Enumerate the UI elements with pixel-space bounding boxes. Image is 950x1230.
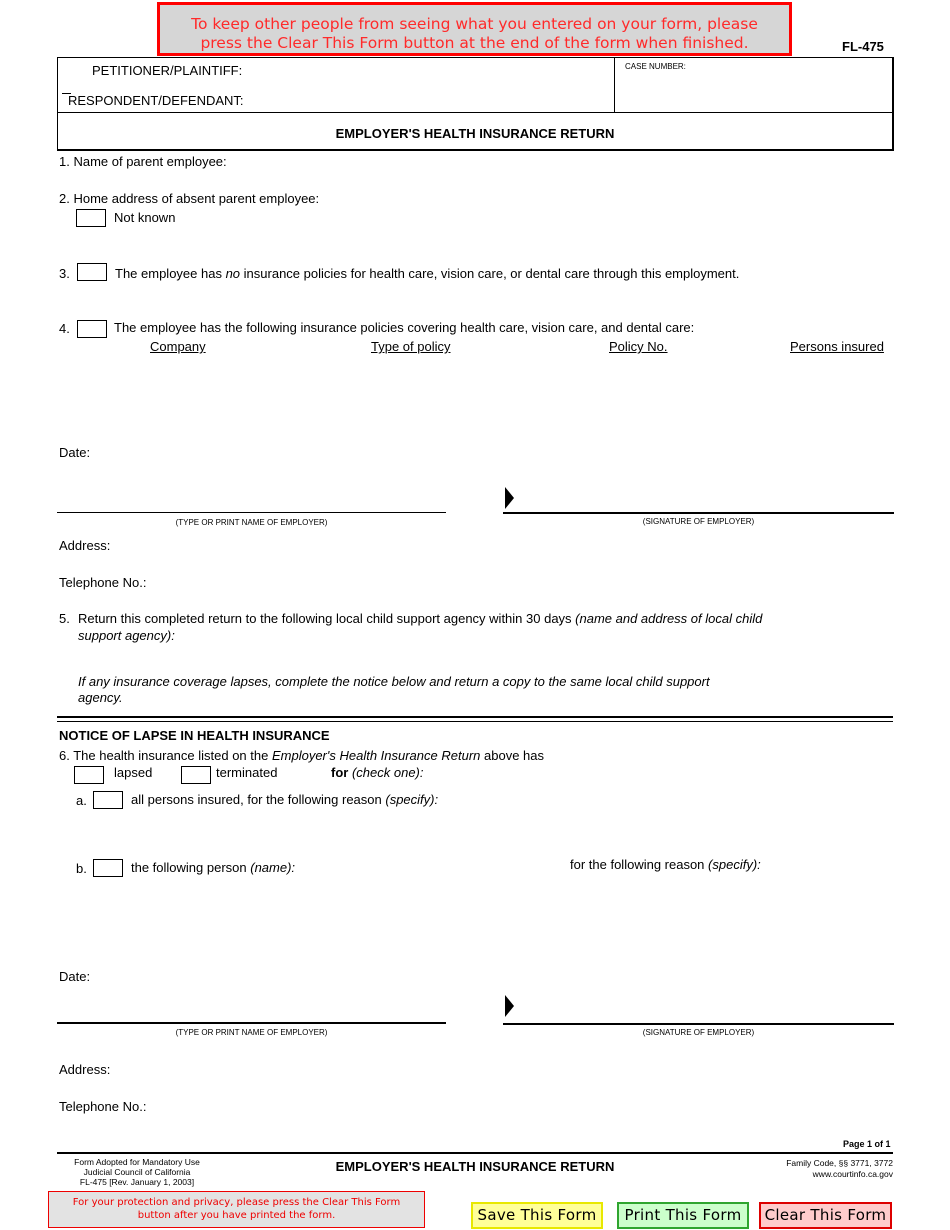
banner-line-1: To keep other people from seeing what you entered on your form, please [191,15,758,33]
save-button[interactable]: Save This Form [471,1202,603,1229]
footer-right [700,1158,893,1180]
privacy-banner [157,2,792,56]
item2-label: 2. Home address of absent parent employee: [59,191,320,206]
privacy-notice [48,1191,425,1228]
signature-caption-1: (SIGNATURE OF EMPLOYER) [642,517,755,526]
form-title: EMPLOYER'S HEALTH INSURANCE RETURN [335,126,615,141]
lapsed-label: lapsed [114,765,153,780]
employer-name-line-2 [57,1022,446,1024]
address-label-2: Address: [59,1062,111,1077]
column-persons-insured: Persons insured [790,339,884,354]
item5-number: 5. [59,611,70,626]
telephone-field-2[interactable] [160,1097,460,1115]
clear-button[interactable]: Clear This Form [759,1202,892,1229]
address-label-1: Address: [59,538,111,553]
form-number: FL-475 [842,39,884,54]
option-a-text-italic: (specify): [385,792,439,807]
option-a-text [131,792,438,807]
signature-arrow-icon-1 [505,487,514,509]
telephone-label-1: Telephone No.: [59,575,147,590]
address-field-1[interactable] [120,536,885,554]
employer-name-caption-1: (TYPE OR PRINT NAME OF EMPLOYER) [175,518,328,527]
notice-heading: NOTICE OF LAPSE IN HEALTH INSURANCE [59,728,330,743]
item3-text-post: insurance policies for health care, vision care, or dental care through this employment. [240,266,740,281]
item6-text-italic: Employer's Health Insurance Return [271,748,481,763]
lapse-note-1: If any insurance coverage lapses, complete the notice below and return a copy to the same local child support [78,674,710,689]
footer-left-line-2: Judicial Council of California [83,1167,191,1177]
all-persons-checkbox[interactable] [93,791,123,809]
footer-rule [57,1152,893,1154]
option-b-reason-plain: for the following reason [570,857,709,872]
item5-text-plain: Return this completed return to the following local child support agency within 30 days [78,611,576,626]
item5-text-italic-a: (name and address of local child [575,611,763,626]
petitioner-label: PETITIONER/PLAINTIFF: [92,63,243,78]
notice-divider-bottom [57,721,893,722]
item4-number: 4. [59,321,70,336]
signature-caption-2: (SIGNATURE OF EMPLOYER) [642,1028,755,1037]
item4-text: The employee has the following insurance policies covering health care, vision care, and dental care: [114,320,695,335]
footer-title: EMPLOYER'S HEALTH INSURANCE RETURN [335,1159,615,1174]
option-a-text-plain: all persons insured, for the following reason [131,792,386,807]
case-number-divider [614,57,615,112]
notice-divider-top [57,716,893,718]
not-known-checkbox[interactable] [76,209,106,227]
telephone-field-1[interactable] [160,573,460,591]
item5-text [78,611,762,626]
date-field-2[interactable] [95,967,295,985]
case-number-field[interactable] [620,75,888,105]
all-persons-reason-field[interactable] [465,790,885,835]
option-b-text [131,860,295,875]
petitioner-field[interactable] [240,60,610,78]
footer-left-line-1: Form Adopted for Mandatory Use [74,1157,200,1167]
agency-field[interactable] [190,628,885,668]
respondent-field[interactable] [240,90,610,108]
option-b-text-italic: (name): [250,860,296,875]
case-number-label: CASE NUMBER: [625,62,686,71]
lapsed-checkbox[interactable] [74,766,104,784]
employer-name-line-1 [57,512,446,513]
footer-left-line-3: FL-475 [Rev. January 1, 2003] [79,1177,195,1187]
date-label-2: Date: [59,969,91,984]
item5-text-line2: support agency): [78,628,175,643]
no-insurance-checkbox[interactable] [77,263,107,281]
banner-line-2: press the Clear This Form button at the end of the form when finished. [200,34,749,52]
column-company: Company [150,339,206,354]
item3-text [115,266,739,281]
column-policy-no: Policy No. [609,339,668,354]
parent-employee-name-field[interactable] [245,152,885,170]
date-label-1: Date: [59,445,91,460]
telephone-label-2: Telephone No.: [59,1099,147,1114]
following-person-checkbox[interactable] [93,859,123,877]
column-type-of-policy: Type of policy [371,339,451,354]
person-name-field[interactable] [310,858,560,918]
footer-right-line-1: Family Code, §§ 3771, 3772 [786,1158,893,1168]
terminated-label: terminated [216,765,278,780]
signature-line-2 [503,1023,894,1025]
home-address-field[interactable] [345,189,885,229]
item3-text-pre: The employee has [115,266,226,281]
item1-label: 1. Name of parent employee: [59,154,227,169]
not-known-label: Not known [114,210,176,225]
caption-divider [57,112,893,113]
address-field-2[interactable] [120,1060,885,1078]
item6-text-post: above has [480,748,544,763]
date-field-1[interactable] [95,443,295,461]
has-insurance-checkbox[interactable] [77,320,107,338]
item6-text [59,748,544,763]
print-button[interactable]: Print This Form [617,1202,749,1229]
item3-number: 3. [59,266,70,281]
privacy-line-2: button after you have printed the form. [137,1210,336,1221]
option-b-reason-italic: (specify): [708,857,761,872]
policies-table-field[interactable] [59,356,891,436]
option-b-text-plain: the following person [131,860,251,875]
signature-line-1 [503,512,894,514]
page-number: Page 1 of 1 [843,1139,891,1149]
respondent-label: RESPONDENT/DEFENDANT: [68,93,244,108]
option-b-reason [570,857,761,872]
item6-text-pre: 6. The health insurance listed on the [59,748,272,763]
check-one-label [331,765,424,780]
privacy-line-1: For your protection and privacy, please press the Clear This Form [72,1197,401,1208]
signature-arrow-icon-2 [505,995,514,1017]
option-a-letter: a. [76,793,87,808]
option-b-letter: b. [76,861,87,876]
employer-name-caption-2: (TYPE OR PRINT NAME OF EMPLOYER) [175,1028,328,1037]
for-label: for [331,765,349,780]
person-reason-field[interactable] [570,875,885,935]
check-one-italic: (check one): [351,765,424,780]
lapse-note-2: agency. [78,690,123,705]
footer-right-line-2: www.courtinfo.ca.gov [812,1169,893,1179]
employer-name-field-1[interactable] [57,490,446,512]
item3-text-italic: no [225,266,241,281]
employer-name-field-2[interactable] [57,1000,446,1022]
terminated-checkbox[interactable] [181,766,211,784]
